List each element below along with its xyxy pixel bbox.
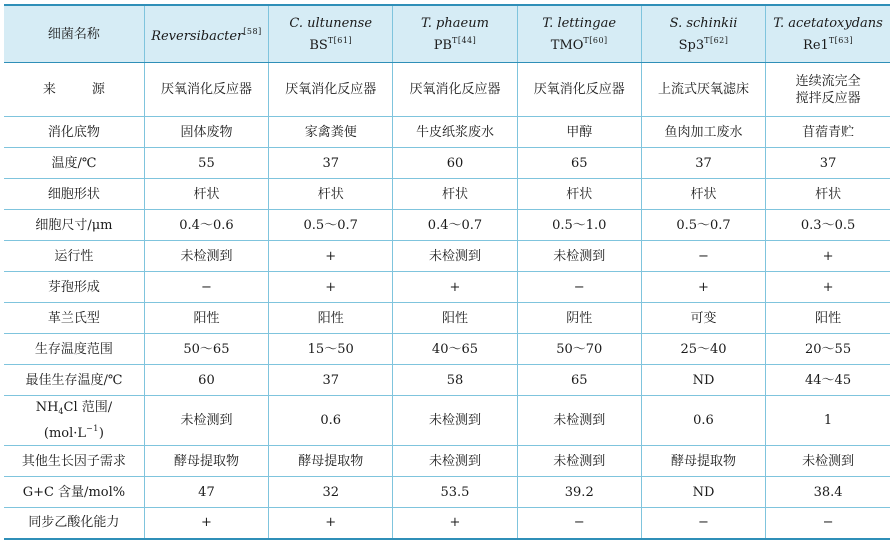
table-cell: 60: [144, 365, 268, 396]
table-cell: 杆状: [517, 179, 641, 210]
table-container: [4, 4, 890, 540]
table-cell: 0.4～0.6: [144, 210, 268, 241]
strain-2-code: BS: [309, 37, 328, 53]
strain-3-code: PB: [433, 37, 452, 53]
strain-4-ref: T[60]: [583, 35, 608, 45]
table-cell: +: [269, 272, 393, 303]
row-label: 细胞形状: [4, 179, 144, 210]
table-cell: 杆状: [766, 179, 890, 210]
table-row: [4, 148, 890, 179]
strain-3-name: T. phaeum: [421, 15, 489, 31]
table-cell: 苜蓿青贮: [766, 117, 890, 148]
strain-2-ref: T[61]: [327, 35, 353, 45]
header-strain-6: [766, 5, 890, 63]
table-cell: 固体废物: [144, 117, 268, 148]
cstr-line-1: 连续流完全: [795, 73, 861, 89]
table-cell: 53.5: [393, 477, 517, 508]
table-cell: 未检测到: [144, 241, 268, 272]
table-cell: 38.4: [766, 477, 890, 508]
table-cell: 阳性: [766, 303, 890, 334]
table-cell: 47: [144, 477, 268, 508]
table-cell: 厌氧消化反应器: [393, 63, 517, 117]
table-cell: ND: [641, 365, 765, 396]
table-cell: +: [393, 272, 517, 303]
row-label: 运行性: [4, 241, 144, 272]
strain-6-code: Re1: [803, 37, 829, 53]
table-cell: 0.6: [269, 396, 393, 446]
row-label-source: [4, 63, 144, 117]
strain-5-ref: T[62]: [704, 35, 729, 45]
bacteria-comparison-table: [4, 4, 890, 540]
nh4-unit-a: (mol·L: [43, 426, 87, 441]
table-cell: 酵母提取物: [269, 446, 393, 477]
strain-5-code: Sp3: [678, 37, 705, 53]
header-row: [4, 5, 890, 63]
row-label: 芽孢形成: [4, 272, 144, 303]
table-cell: +: [393, 508, 517, 539]
strain-2-name: C. ultunense: [289, 15, 373, 31]
table-cell: 55: [144, 148, 268, 179]
table-cell: 甲醇: [517, 117, 641, 148]
strain-1-ref: [58]: [243, 27, 262, 36]
table-cell: −: [144, 272, 268, 303]
table-row: [4, 63, 890, 117]
table-cell: 厌氧消化反应器: [144, 63, 268, 117]
row-label: 消化底物: [4, 117, 144, 148]
table-cell: 未检测到: [144, 396, 268, 446]
table-row: [4, 508, 890, 539]
table-cell: +: [766, 272, 890, 303]
table-row: [4, 365, 890, 396]
table-cell: 60: [393, 148, 517, 179]
table-cell: 0.5～1.0: [517, 210, 641, 241]
row-label: 细胞尺寸/μm: [4, 210, 144, 241]
table-body: [4, 63, 890, 539]
table-cell: 39.2: [517, 477, 641, 508]
table-cell: 酵母提取物: [641, 446, 765, 477]
table-row: [4, 117, 890, 148]
row-label: 最佳生存温度/℃: [4, 365, 144, 396]
strain-6-name: T. acetatoxydans: [773, 15, 883, 31]
source-char-2: 源: [91, 82, 105, 97]
table-cell: 37: [269, 365, 393, 396]
table-cell: 65: [517, 365, 641, 396]
strain-6-ref: T[63]: [828, 35, 854, 45]
header-strain-4: [517, 5, 641, 63]
table-cell: 上流式厌氧滤床: [641, 63, 765, 117]
table-cell: +: [641, 272, 765, 303]
table-cell: 牛皮纸浆废水: [393, 117, 517, 148]
table-cell: −: [641, 241, 765, 272]
table-cell: 杆状: [269, 179, 393, 210]
table-cell: 家禽粪便: [269, 117, 393, 148]
table-cell: −: [517, 272, 641, 303]
row-label: G+C 含量/mol%: [4, 477, 144, 508]
table-cell: 未检测到: [393, 446, 517, 477]
row-label: 温度/℃: [4, 148, 144, 179]
header-strain-3: [393, 5, 517, 63]
table-row: [4, 272, 890, 303]
table-cell: 25～40: [641, 334, 765, 365]
table-cell: −: [641, 508, 765, 539]
table-cell: 阳性: [144, 303, 268, 334]
table-cell: 厌氧消化反应器: [269, 63, 393, 117]
row-label: 生存温度范围: [4, 334, 144, 365]
table-cell: +: [269, 241, 393, 272]
table-row: [4, 477, 890, 508]
table-row: [4, 303, 890, 334]
table-cell: 40～65: [393, 334, 517, 365]
table-cell: 未检测到: [517, 446, 641, 477]
row-label: 同步乙酸化能力: [4, 508, 144, 539]
table-cell: 可变: [641, 303, 765, 334]
table-cell: 未检测到: [517, 241, 641, 272]
table-cell: 1: [766, 396, 890, 446]
table-cell: 酵母提取物: [144, 446, 268, 477]
table-row: [4, 179, 890, 210]
table-cell: 0.6: [641, 396, 765, 446]
strain-1-name: Reversibacter: [151, 29, 244, 44]
row-label-nh4cl: [4, 396, 144, 446]
nh4-a: NH: [35, 400, 59, 415]
nh4-sub: 4: [58, 407, 64, 416]
table-cell: 50～65: [144, 334, 268, 365]
table-row: [4, 396, 890, 446]
table-cell: 未检测到: [393, 241, 517, 272]
table-cell: 37: [269, 148, 393, 179]
table-cell: 58: [393, 365, 517, 396]
table-cell: 0.4～0.7: [393, 210, 517, 241]
nh4-unit-b: ): [98, 426, 104, 441]
header-name-col: 细菌名称: [4, 5, 144, 63]
table-cell: +: [144, 508, 268, 539]
table-cell: 杆状: [641, 179, 765, 210]
nh4-unit-sup: −1: [86, 424, 99, 433]
table-cell: 阳性: [393, 303, 517, 334]
strain-4-code: TMO: [550, 37, 584, 53]
strain-4-name: T. lettingae: [542, 15, 617, 31]
nh4-b: Cl 范围/: [63, 400, 113, 415]
header-strain-2: [269, 5, 393, 63]
row-label: 其他生长因子需求: [4, 446, 144, 477]
table-cell: +: [269, 508, 393, 539]
table-cell: 65: [517, 148, 641, 179]
source-char-1: 来: [42, 82, 56, 97]
table-cell: 杆状: [393, 179, 517, 210]
table-cell: 0.3～0.5: [766, 210, 890, 241]
strain-3-ref: T[44]: [452, 35, 477, 45]
table-cell: 50～70: [517, 334, 641, 365]
strain-5-name: S. schinkii: [669, 15, 738, 31]
table-cell: 37: [641, 148, 765, 179]
header-strain-1: [144, 5, 268, 63]
header-strain-5: [641, 5, 765, 63]
table-cell: 0.5～0.7: [269, 210, 393, 241]
table-cell: 44～45: [766, 365, 890, 396]
table-cell: 20～55: [766, 334, 890, 365]
table-cell: 鱼肉加工废水: [641, 117, 765, 148]
table-cell: 0.5～0.7: [641, 210, 765, 241]
table-cell: −: [517, 508, 641, 539]
table-cell: 阴性: [517, 303, 641, 334]
table-row: [4, 334, 890, 365]
table-cell: [766, 63, 890, 117]
table-cell: 杆状: [144, 179, 268, 210]
row-label: 革兰氏型: [4, 303, 144, 334]
table-cell: +: [766, 241, 890, 272]
table-cell: 阳性: [269, 303, 393, 334]
table-cell: 未检测到: [517, 396, 641, 446]
table-row: [4, 241, 890, 272]
table-cell: 未检测到: [766, 446, 890, 477]
table-row: [4, 446, 890, 477]
table-cell: −: [766, 508, 890, 539]
table-cell: 15～50: [269, 334, 393, 365]
table-cell: 37: [766, 148, 890, 179]
table-cell: 未检测到: [393, 396, 517, 446]
table-cell: ND: [641, 477, 765, 508]
table-cell: 32: [269, 477, 393, 508]
cstr-line-2: 搅拌反应器: [795, 90, 861, 106]
table-cell: 厌氧消化反应器: [517, 63, 641, 117]
table-row: [4, 210, 890, 241]
